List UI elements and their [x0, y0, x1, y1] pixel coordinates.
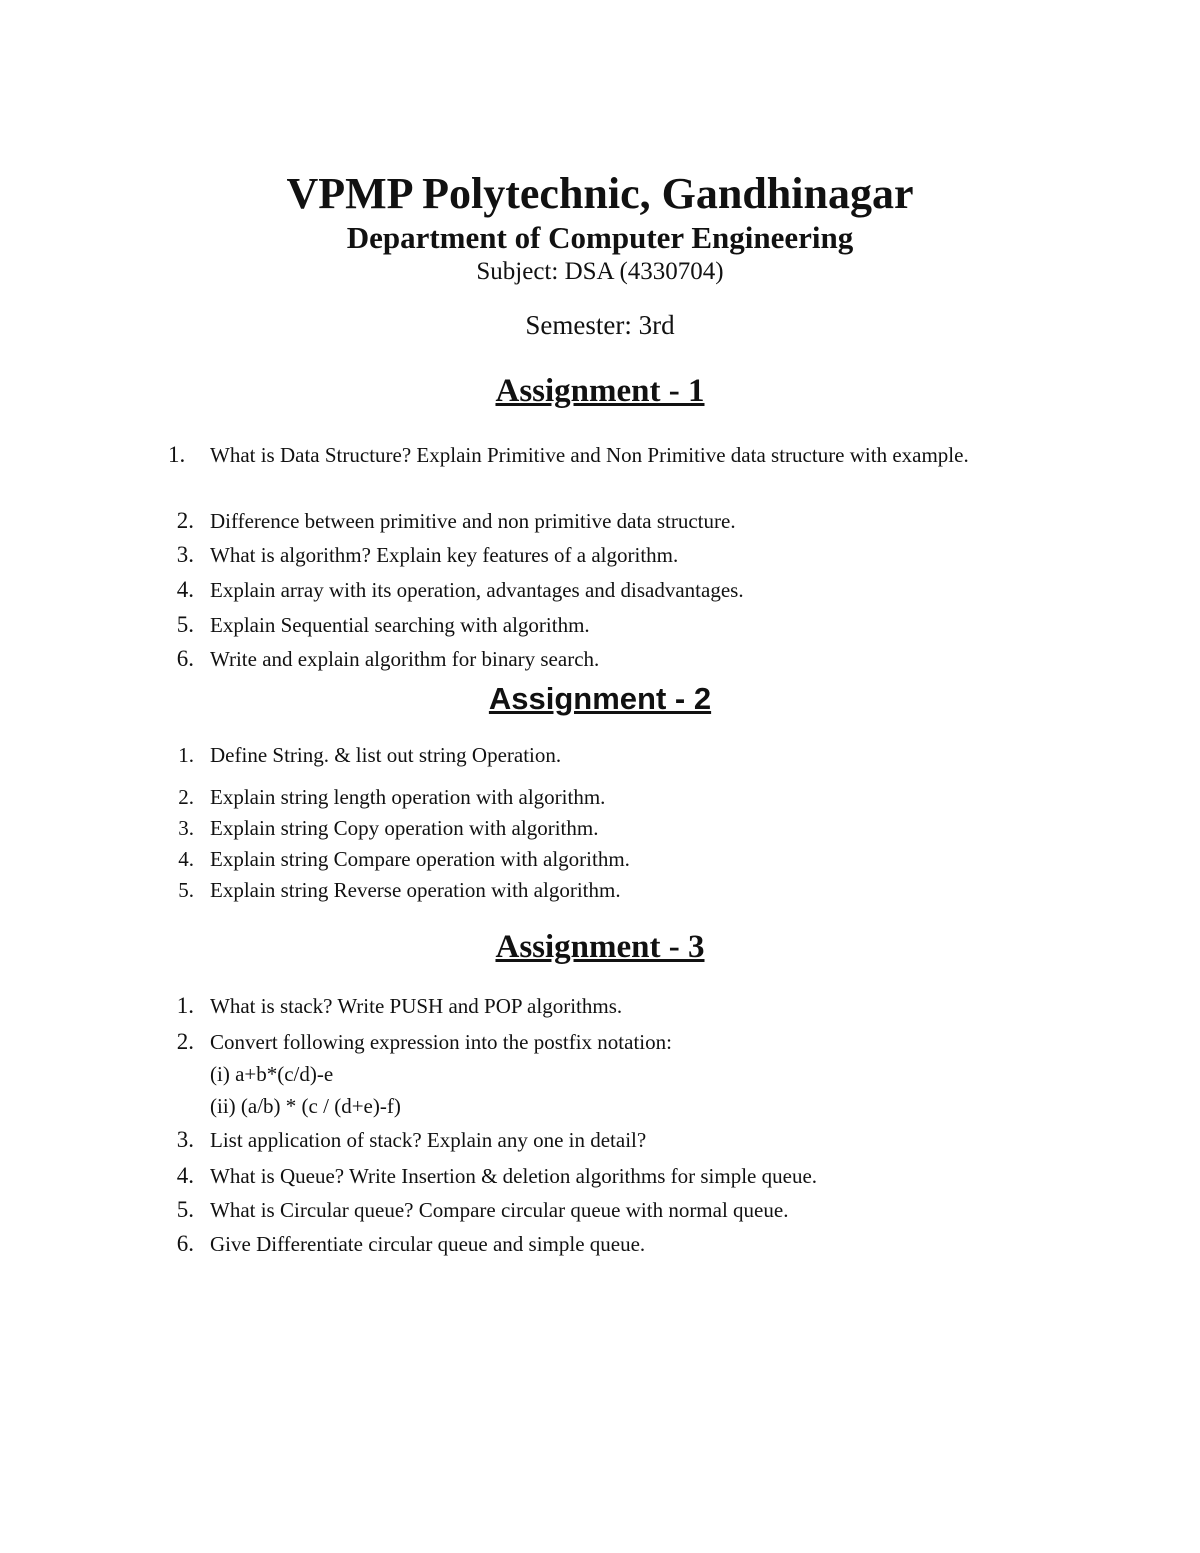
question-number: 6. — [176, 646, 194, 671]
assignment-3-question-1 — [168, 990, 1058, 1022]
assignment-1-question-6 — [168, 643, 1058, 675]
question-text: Explain string Compare operation with algorithm. — [210, 847, 630, 871]
assignment-2-question-3 — [168, 812, 1058, 844]
assignment-1-heading: Assignment - 1 — [495, 373, 705, 409]
assignment-2-question-1 — [168, 739, 1058, 771]
assignment-1-question-3 — [168, 539, 1058, 571]
question-text: What is Queue? Write Insertion & deletion algorithms for simple queue. — [210, 1164, 818, 1188]
question-text: Explain Sequential searching with algorithm. — [210, 613, 590, 637]
question-text: Explain array with its operation, advantages and disadvantages. — [210, 578, 744, 602]
assignment-1-question-2 — [168, 505, 1058, 537]
question-number: 2. — [178, 785, 194, 809]
question-number: 4. — [176, 1163, 194, 1188]
question-text: List application of stack? Explain any one in detail? — [210, 1128, 647, 1152]
question-number: 5. — [176, 612, 194, 637]
assignment-3-question-3 — [168, 1124, 1058, 1156]
question-number: 3. — [176, 542, 194, 567]
question-number: 3. — [176, 1127, 194, 1152]
assignment-3-question-5 — [168, 1194, 1058, 1226]
question-text: What is algorithm? Explain key features of a algorithm. — [210, 543, 679, 567]
question-text: Give Differentiate circular queue and simple queue. — [210, 1232, 646, 1256]
question-text: What is stack? Write PUSH and POP algorithms. — [210, 994, 623, 1018]
question-number: 2. — [176, 508, 194, 533]
assignment-2-heading: Assignment - 2 — [488, 681, 712, 716]
question-number: 4. — [176, 577, 194, 602]
question-number: 1. — [176, 993, 194, 1018]
question-text: Convert following expression into the postfix notation: — [210, 1030, 672, 1054]
question-text: Difference between primitive and non primitive data structure. — [210, 509, 736, 533]
assignment-3-question-2 — [168, 1026, 1058, 1122]
department-title: Department of Computer Engineering — [346, 220, 854, 255]
assignment-3-heading: Assignment - 3 — [495, 929, 705, 965]
question-number: 5. — [178, 878, 194, 902]
assignment-3-question-4 — [168, 1160, 1058, 1192]
assignment-2-question-5 — [168, 874, 1058, 906]
semester-line: Semester: 3rd — [525, 310, 675, 340]
assignment-1-question-4 — [168, 574, 1058, 606]
institute-title: VPMP Polytechnic, Gandhinagar — [286, 169, 914, 218]
assignment-3-question-6 — [168, 1228, 1058, 1260]
assignment-2-question-2 — [168, 781, 1058, 813]
question-number: 4. — [178, 847, 194, 871]
assignment-1-question-1 — [168, 439, 1058, 471]
question-number: 3. — [178, 816, 194, 840]
question-text: Explain string Copy operation with algorithm. — [210, 816, 599, 840]
question-text: Explain string length operation with algorithm. — [210, 785, 606, 809]
question-text: Write and explain algorithm for binary search. — [210, 647, 600, 671]
question-number: 5. — [176, 1197, 194, 1222]
subject-line: Subject: DSA (4330704) — [476, 258, 724, 285]
question-number: 1. — [168, 442, 186, 467]
question-text: What is Data Structure? Explain Primitive and Non Primitive data structure with example. — [210, 443, 969, 467]
expression-ii: (ii) (a/b) * (c / (d+e)-f) — [210, 1094, 401, 1118]
expression-i: (i) a+b*(c/d)-e — [210, 1062, 334, 1086]
question-text: Explain string Reverse operation with algorithm. — [210, 878, 621, 902]
assignment-2-question-4 — [168, 843, 1058, 875]
assignment-1-question-5 — [168, 609, 1058, 641]
question-number: 2. — [176, 1029, 194, 1054]
question-number: 1. — [178, 743, 194, 767]
question-number: 6. — [176, 1231, 194, 1256]
question-text: What is Circular queue? Compare circular queue with normal queue. — [210, 1198, 789, 1222]
question-text: Define String. & list out string Operation. — [210, 743, 562, 767]
